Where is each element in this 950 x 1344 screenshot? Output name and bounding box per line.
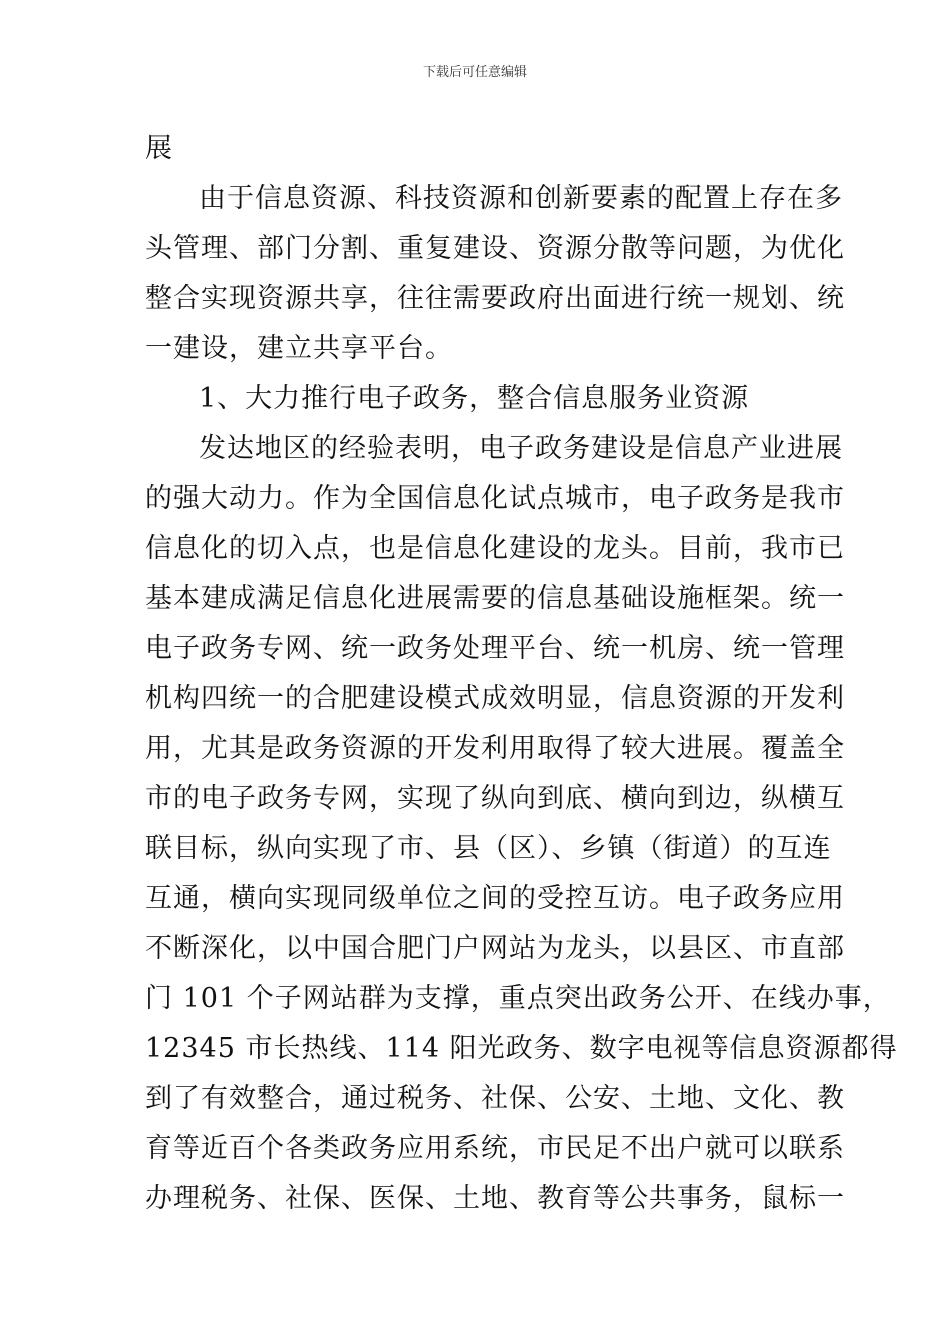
text-line: 信息化的切入点，也是信息化建设的龙头。目前，我市已 xyxy=(145,533,845,564)
text-line: 的强大动力。作为全国信息化试点城市，电子政务是我市 xyxy=(145,483,845,514)
text-line: 到了有效整合，通过税务、社保、公安、土地、文化、教 xyxy=(145,1083,845,1114)
body-text xyxy=(145,124,898,1224)
page-header: 下载后可任意编辑 xyxy=(422,65,527,80)
text-line: 育等近百个各类政务应用系统，市民足不出户就可以联系 xyxy=(145,1133,845,1164)
paragraph-start-line: 由于信息资源、科技资源和创新要素的配置上存在多 xyxy=(199,183,843,214)
text-line: 不断深化，以中国合肥门户网站为龙头，以县区、市直部 xyxy=(145,933,845,964)
text-line: 互通，横向实现同级单位之间的受控互访。电子政务应用 xyxy=(145,883,845,914)
text-line: 办理税务、社保、医保、土地、教育等公共事务，鼠标一 xyxy=(145,1183,845,1214)
text-line: 整合实现资源共享，往往需要政府出面进行统一规划、统 xyxy=(145,283,845,314)
text-line: 头管理、部门分割、重复建设、资源分散等问题，为优化 xyxy=(145,233,845,264)
text-line: 展 xyxy=(145,133,173,164)
text-line: 机构四统一的合肥建设模式成效明显，信息资源的开发利 xyxy=(145,683,845,714)
text-line: 一建设，建立共享平台。 xyxy=(145,333,453,364)
text-line: 基本建成满足信息化进展需要的信息基础设施框架。统一 xyxy=(145,583,845,614)
text-line: 电子政务专网、统一政务处理平台、统一机房、统一管理 xyxy=(145,633,845,664)
text-line: 门 101 个子网站群为支撑，重点突出政务公开、在线办事， xyxy=(145,983,891,1014)
text-line: 用，尤其是政务资源的开发利用取得了较大进展。覆盖全 xyxy=(145,733,845,764)
text-line: 12345 市长热线、114 阳光政务、数字电视等信息资源都得 xyxy=(145,1033,898,1064)
section-heading: 1、大力推行电子政务，整合信息服务业资源 xyxy=(199,383,750,414)
text-line: 联目标，纵向实现了市、县（区）、乡镇（街道）的互连 xyxy=(145,833,832,864)
text-line: 市的电子政务专网，实现了纵向到底、横向到边，纵横互 xyxy=(145,783,845,814)
paragraph-start-line: 发达地区的经验表明，电子政务建设是信息产业进展 xyxy=(199,433,843,464)
